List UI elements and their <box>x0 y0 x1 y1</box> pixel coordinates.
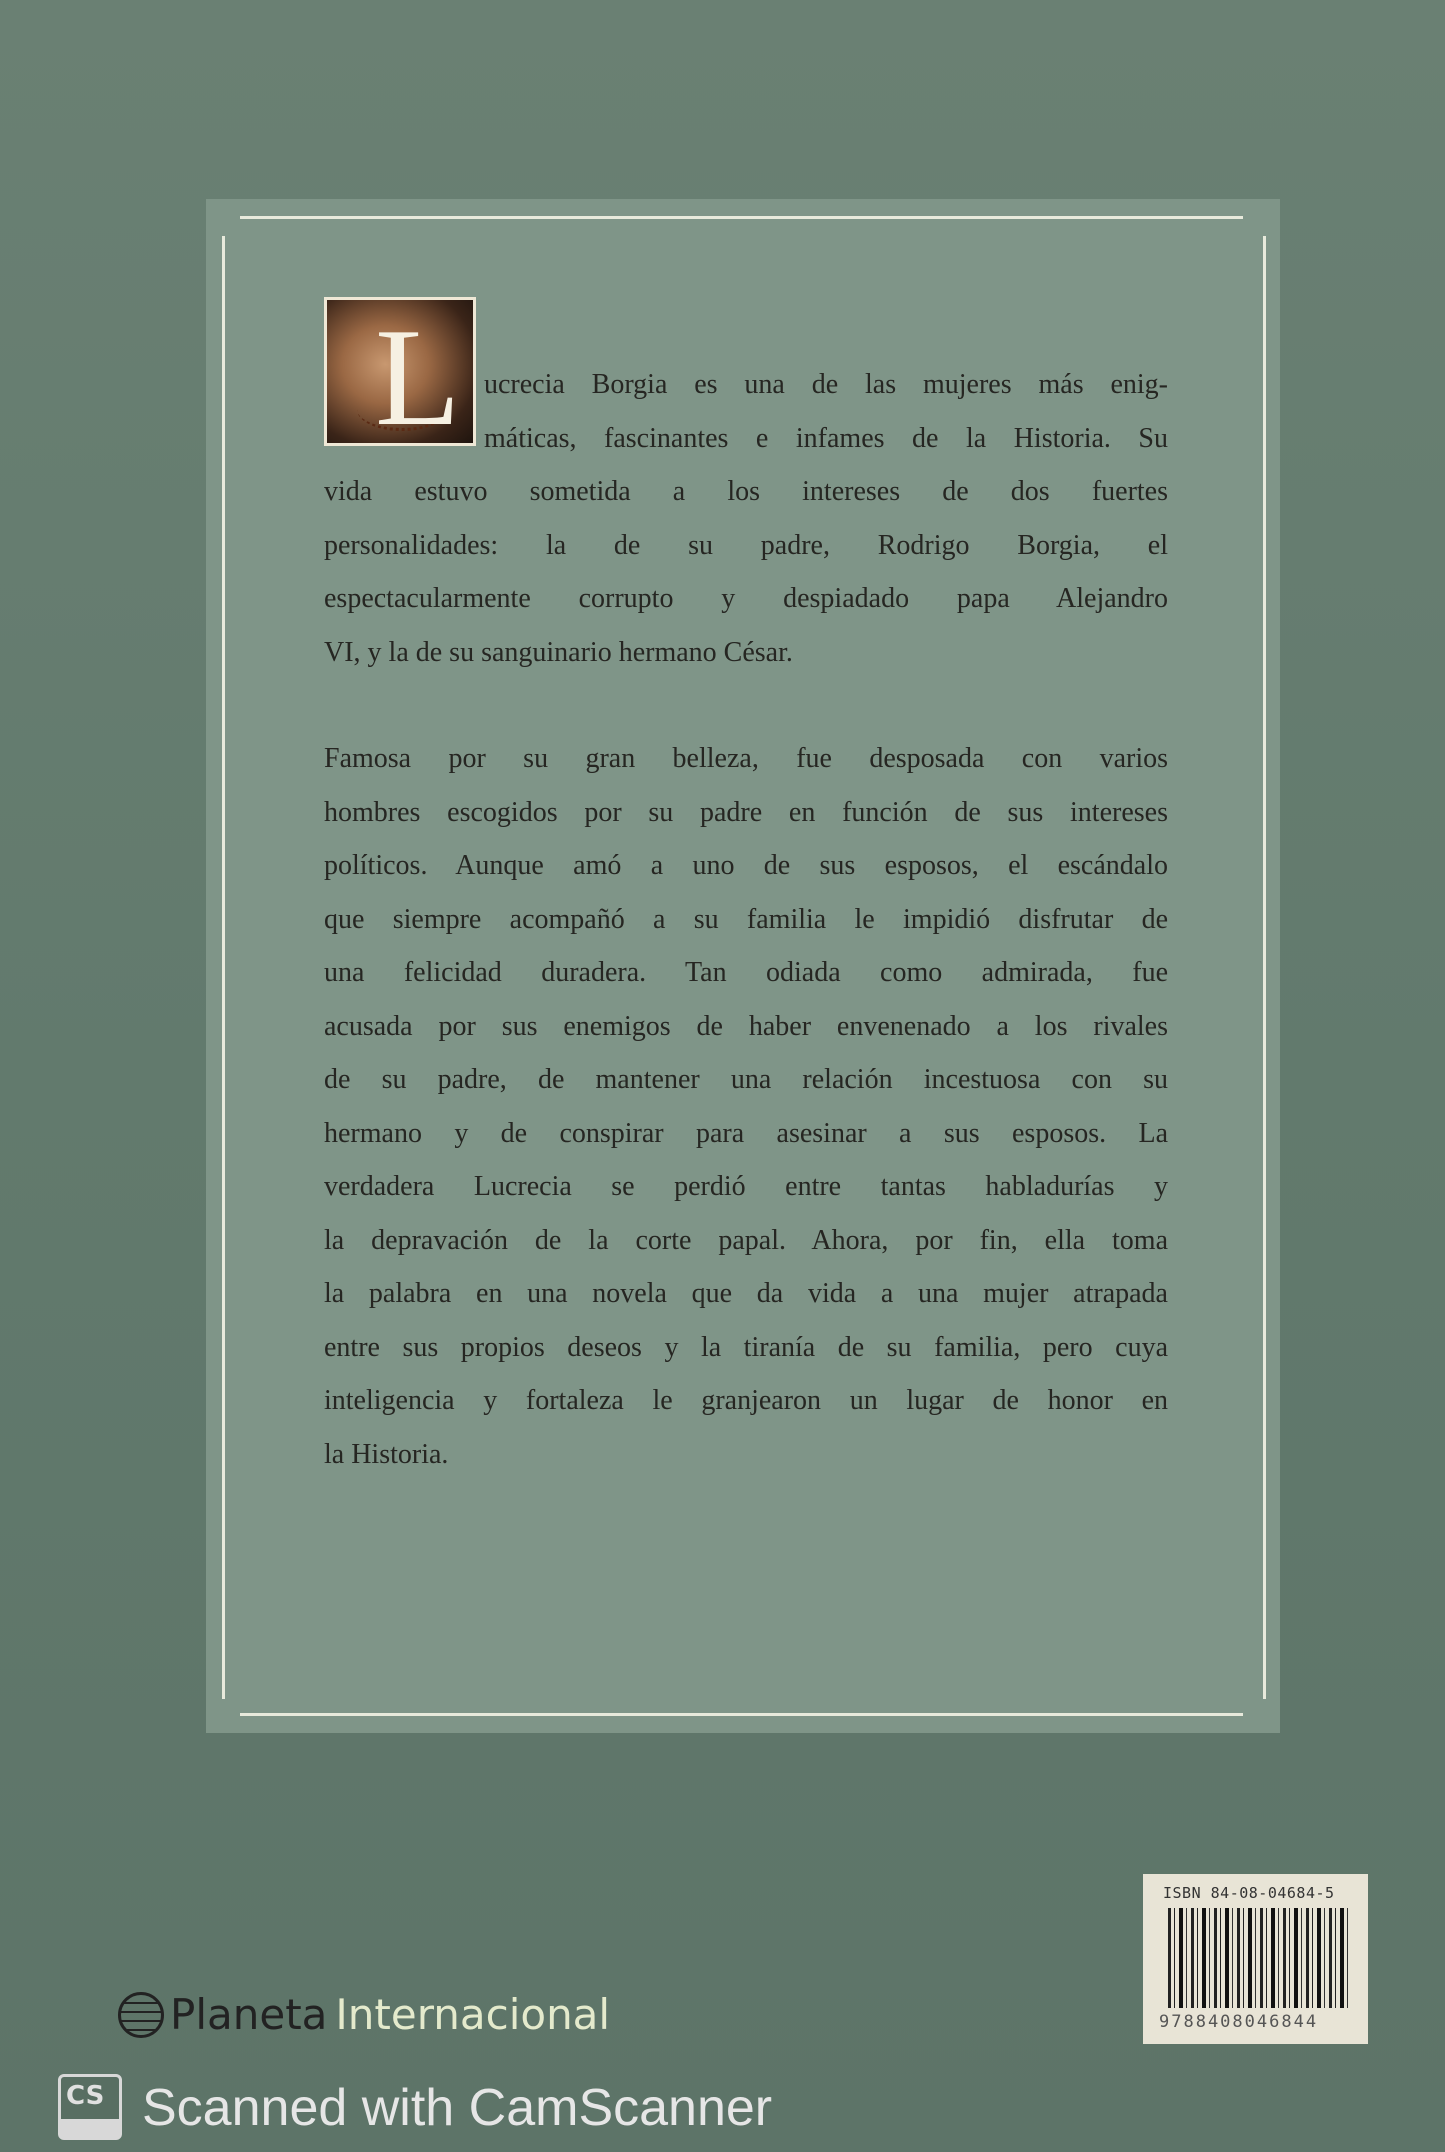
camscanner-icon <box>58 2074 122 2140</box>
paragraph-1 <box>324 358 1168 679</box>
text-line: de su padre, de mantener una relación incestuosa con su <box>324 1064 1168 1095</box>
text-line: una felicidad duradera. Tan odiada como admirada, fue <box>324 957 1168 988</box>
publisher-name: Planeta <box>170 1990 328 2039</box>
text-line: hermano y de conspirar para asesinar a sus esposos. La <box>324 1117 1168 1149</box>
isbn-barcode <box>1143 1874 1368 2044</box>
publisher-imprint: Internacional <box>335 1990 611 2039</box>
text-line: personalidades: la de su padre, Rodrigo Borgia, el <box>324 529 1168 561</box>
text-line: ucrecia Borgia es una de las mujeres más enig- <box>484 369 1168 400</box>
camscanner-watermark: Scanned with CamScanner <box>142 2079 773 2137</box>
text-line: inteligencia y fortaleza le granjearon un lugar de honor en <box>324 1385 1168 1416</box>
text-line: que siempre acompañó a su familia le impidió disfrutar de <box>324 903 1168 935</box>
barcode-bars <box>1168 1908 1348 2008</box>
text-line: verdadera Lucrecia se perdió entre tantas habladurías y <box>324 1171 1168 1202</box>
ean-number: 9788408046844 <box>1159 2012 1319 2032</box>
text-line: la depravación de la corte papal. Ahora, por fin, ella toma <box>324 1224 1168 1256</box>
top-rule <box>240 216 1243 219</box>
text-line: hombres escogidos por su padre en función de sus intereses <box>324 796 1168 828</box>
text-line: políticos. Aunque amó a uno de sus esposos, el escándalo <box>324 850 1168 881</box>
isbn-number: ISBN 84-08-04684-5 <box>1163 1884 1335 1902</box>
globe-icon <box>118 1992 164 2038</box>
text-line: entre sus propios deseos y la tiranía de su familia, pero cuya <box>324 1331 1168 1363</box>
text-line: acusada por sus enemigos de haber envenenado a los rivales <box>324 1010 1168 1042</box>
drop-cap-letter: L <box>375 300 461 446</box>
text-line: Famosa por su gran belleza, fue desposada con varios <box>324 743 1168 774</box>
paragraph-2 <box>324 732 1168 1481</box>
bottom-rule <box>240 1713 1243 1716</box>
left-rule <box>222 236 225 1699</box>
text-line: VI, y la de su sanguinario hermano César. <box>324 636 793 668</box>
right-rule <box>1263 236 1266 1699</box>
publisher-logo <box>118 1990 610 2040</box>
text-line: espectacularmente corrupto y despiadado papa Alejandro <box>324 583 1168 614</box>
text-line: máticas, fascinantes e infames de la Historia. Su <box>484 422 1168 454</box>
text-line: la palabra en una novela que da vida a una mujer atrapada <box>324 1278 1168 1309</box>
text-line: la Historia. <box>324 1438 449 1470</box>
text-line: vida estuvo sometida a los intereses de dos fuertes <box>324 476 1168 507</box>
camscanner-icon-text: CS <box>66 2081 105 2111</box>
